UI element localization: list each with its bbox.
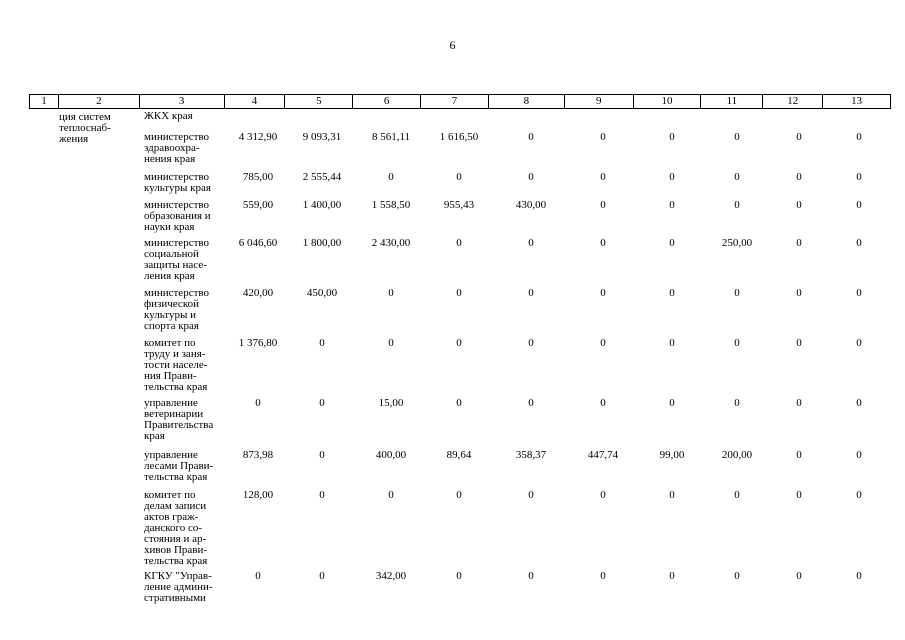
table-header-row: [29, 94, 891, 109]
value-cell-col13: 0: [856, 131, 862, 143]
value-cell-col6: 8 561,11: [371, 131, 411, 143]
value-cell-col8: 0: [528, 489, 534, 501]
value-cell-col6: 400,00: [375, 449, 407, 461]
row-name-line: ление админи-: [144, 581, 213, 593]
value-cell-col11: 0: [734, 287, 740, 299]
value-cell-col13: 0: [856, 489, 862, 501]
row-name-line: министерство: [144, 237, 210, 249]
value-cell-col12: 0: [796, 237, 802, 249]
row-name-line: здравоохра-: [144, 142, 200, 154]
value-cell-col4: 0: [255, 570, 261, 582]
row-name: [144, 571, 229, 604]
value-cell-col4: 0: [255, 397, 261, 409]
value-cell-col5: 0: [319, 337, 325, 349]
value-cell-col9: 0: [600, 237, 606, 249]
row-name-line: управление: [144, 449, 198, 461]
row-name-line: данского со-: [144, 522, 203, 534]
value-cell-col4: 4 312,90: [238, 131, 278, 143]
value-cell-col9: 0: [600, 570, 606, 582]
value-cell-col8: 0: [528, 337, 534, 349]
value-cell-col5: 1 400,00: [302, 199, 342, 211]
value-cell-col5: 450,00: [306, 287, 338, 299]
header-cell-6: 6: [353, 95, 421, 108]
row-name-line: комитет по: [144, 337, 196, 349]
value-cell-col10: 0: [669, 337, 675, 349]
value-cell-col4: 6 046,60: [238, 237, 278, 249]
row-name: [144, 172, 229, 194]
value-cell-col4: 1 376,80: [238, 337, 278, 349]
value-cell-col12: 0: [796, 337, 802, 349]
row-name-line: тельства края: [144, 555, 208, 567]
header-cell-4: 4: [225, 95, 286, 108]
row-name-line: социальной: [144, 248, 199, 260]
value-cell-col5: 0: [319, 570, 325, 582]
row-name: [144, 398, 229, 442]
value-cell-col6: 1 558,50: [371, 199, 411, 211]
row-name-line: стративными: [144, 592, 206, 604]
row-name-line: края: [144, 430, 165, 442]
value-cell-col13: 0: [856, 171, 862, 183]
value-cell-col9: 0: [600, 131, 606, 143]
value-cell-col12: 0: [796, 397, 802, 409]
value-cell-col6: 0: [388, 489, 394, 501]
value-cell-col12: 0: [796, 449, 802, 461]
value-cell-col7: 0: [456, 287, 462, 299]
col2-text-line: ция систем: [59, 111, 111, 123]
value-cell-col8: 0: [528, 570, 534, 582]
value-cell-col12: 0: [796, 570, 802, 582]
value-cell-col13: 0: [856, 449, 862, 461]
row-name-line: министерство: [144, 131, 210, 143]
value-cell-col6: 0: [388, 171, 394, 183]
row-name-line: актов граж-: [144, 511, 199, 523]
value-cell-col5: 2 555,44: [302, 171, 342, 183]
row-name-line: управление: [144, 397, 198, 409]
value-cell-col9: 447,74: [587, 449, 619, 461]
value-cell-col7: 1 616,50: [439, 131, 479, 143]
page-number: 6: [449, 38, 456, 52]
value-cell-col7: 0: [456, 570, 462, 582]
value-cell-col11: 0: [734, 199, 740, 211]
row-name: [144, 238, 229, 282]
value-cell-col11: 0: [734, 171, 740, 183]
value-cell-col13: 0: [856, 237, 862, 249]
value-cell-col9: 0: [600, 199, 606, 211]
header-cell-3: 3: [140, 95, 225, 108]
row-name-line: тости населе-: [144, 359, 208, 371]
value-cell-col5: 0: [319, 449, 325, 461]
value-cell-col8: 358,37: [515, 449, 547, 461]
row-name-line: ветеринарии: [144, 408, 204, 420]
value-cell-col13: 0: [856, 397, 862, 409]
row-name: [144, 450, 229, 483]
row-name-line: ления края: [144, 270, 195, 282]
row-name: [144, 132, 229, 165]
header-cell-8: 8: [489, 95, 565, 108]
row-name-line: делам записи: [144, 500, 207, 512]
value-cell-col7: 0: [456, 337, 462, 349]
value-cell-col12: 0: [796, 131, 802, 143]
value-cell-col8: 0: [528, 131, 534, 143]
row-name-line: КГКУ "Управ-: [144, 570, 212, 582]
value-cell-col4: 559,00: [242, 199, 274, 211]
value-cell-col8: 0: [528, 397, 534, 409]
value-cell-col11: 0: [734, 489, 740, 501]
row-name-line: образования и: [144, 210, 211, 222]
col2-text: [59, 112, 139, 145]
value-cell-col11: 0: [734, 397, 740, 409]
header-cell-2: 2: [59, 95, 140, 108]
value-cell-col11: 0: [734, 570, 740, 582]
row-name-line: ЖКХ края: [144, 110, 193, 122]
value-cell-col4: 785,00: [242, 171, 274, 183]
value-cell-col13: 0: [856, 199, 862, 211]
value-cell-col10: 0: [669, 171, 675, 183]
value-cell-col9: 0: [600, 287, 606, 299]
value-cell-col5: 1 800,00: [302, 237, 342, 249]
row-name-line: хивов Прави-: [144, 544, 208, 556]
value-cell-col10: 0: [669, 131, 675, 143]
value-cell-col10: 0: [669, 287, 675, 299]
row-name-line: тельства края: [144, 471, 208, 483]
value-cell-col11: 250,00: [721, 237, 753, 249]
row-name-line: министерство: [144, 199, 210, 211]
value-cell-col10: 0: [669, 237, 675, 249]
value-cell-col7: 89,64: [446, 449, 472, 461]
value-cell-col6: 2 430,00: [371, 237, 411, 249]
row-name: [144, 338, 229, 393]
header-cell-13: 13: [851, 95, 863, 107]
value-cell-col5: 9 093,31: [302, 131, 342, 143]
value-cell-col7: 0: [456, 489, 462, 501]
row-name-line: защиты насе-: [144, 259, 207, 271]
row-name: [144, 111, 229, 122]
row-name-line: науки края: [144, 221, 195, 233]
value-cell-col7: 0: [456, 237, 462, 249]
value-cell-col11: 200,00: [721, 449, 753, 461]
row-name-line: труду и заня-: [144, 348, 206, 360]
value-cell-col4: 420,00: [242, 287, 274, 299]
value-cell-col10: 0: [669, 570, 675, 582]
value-cell-col9: 0: [600, 489, 606, 501]
value-cell-col11: 0: [734, 131, 740, 143]
value-cell-col7: 955,43: [443, 199, 475, 211]
value-cell-col10: 99,00: [659, 449, 685, 461]
value-cell-col6: 342,00: [375, 570, 407, 582]
value-cell-col8: 0: [528, 287, 534, 299]
value-cell-col5: 0: [319, 489, 325, 501]
header-cell-7: 7: [421, 95, 489, 108]
row-name-line: спорта края: [144, 320, 199, 332]
row-name-line: стояния и ар-: [144, 533, 207, 545]
value-cell-col10: 0: [669, 489, 675, 501]
row-name-line: комитет по: [144, 489, 196, 501]
row-name-line: министерство: [144, 171, 210, 183]
row-name-line: тельства края: [144, 381, 208, 393]
value-cell-col10: 0: [669, 397, 675, 409]
value-cell-col5: 0: [319, 397, 325, 409]
value-cell-col4: 873,98: [242, 449, 274, 461]
value-cell-col13: 0: [856, 287, 862, 299]
value-cell-col6: 0: [388, 287, 394, 299]
value-cell-col11: 0: [734, 337, 740, 349]
header-cell-11: 11: [701, 95, 763, 108]
row-name-line: нения края: [144, 153, 196, 165]
row-name-line: министерство: [144, 287, 210, 299]
header-cell-9: 9: [565, 95, 634, 108]
value-cell-col8: 0: [528, 171, 534, 183]
value-cell-col9: 0: [600, 171, 606, 183]
row-name: [144, 490, 229, 567]
header-cell-12: 12: [763, 95, 823, 108]
row-name-line: культуры и: [144, 309, 196, 321]
value-cell-col8: 0: [528, 237, 534, 249]
header-cell-1: 1: [30, 95, 59, 108]
row-name-line: лесами Прави-: [144, 460, 214, 472]
col2-text-line: теплоснаб-: [59, 122, 111, 134]
header-cell-5: 5: [285, 95, 353, 108]
col2-text-line: жения: [59, 133, 89, 145]
value-cell-col10: 0: [669, 199, 675, 211]
value-cell-col6: 15,00: [378, 397, 404, 409]
value-cell-col8: 430,00: [515, 199, 547, 211]
value-cell-col6: 0: [388, 337, 394, 349]
header-cell-10: 10: [634, 95, 702, 108]
value-cell-col12: 0: [796, 199, 802, 211]
value-cell-col7: 0: [456, 171, 462, 183]
value-cell-col9: 0: [600, 397, 606, 409]
row-name-line: Правительства: [144, 419, 214, 431]
value-cell-col7: 0: [456, 397, 462, 409]
row-name: [144, 288, 229, 332]
value-cell-col4: 128,00: [242, 489, 274, 501]
value-cell-col12: 0: [796, 489, 802, 501]
value-cell-col13: 0: [856, 570, 862, 582]
value-cell-col12: 0: [796, 287, 802, 299]
value-cell-col9: 0: [600, 337, 606, 349]
value-cell-col13: 0: [856, 337, 862, 349]
row-name-line: ния Прави-: [144, 370, 197, 382]
row-name: [144, 200, 229, 233]
value-cell-col12: 0: [796, 171, 802, 183]
row-name-line: культуры края: [144, 182, 211, 194]
row-name-line: физической: [144, 298, 199, 310]
